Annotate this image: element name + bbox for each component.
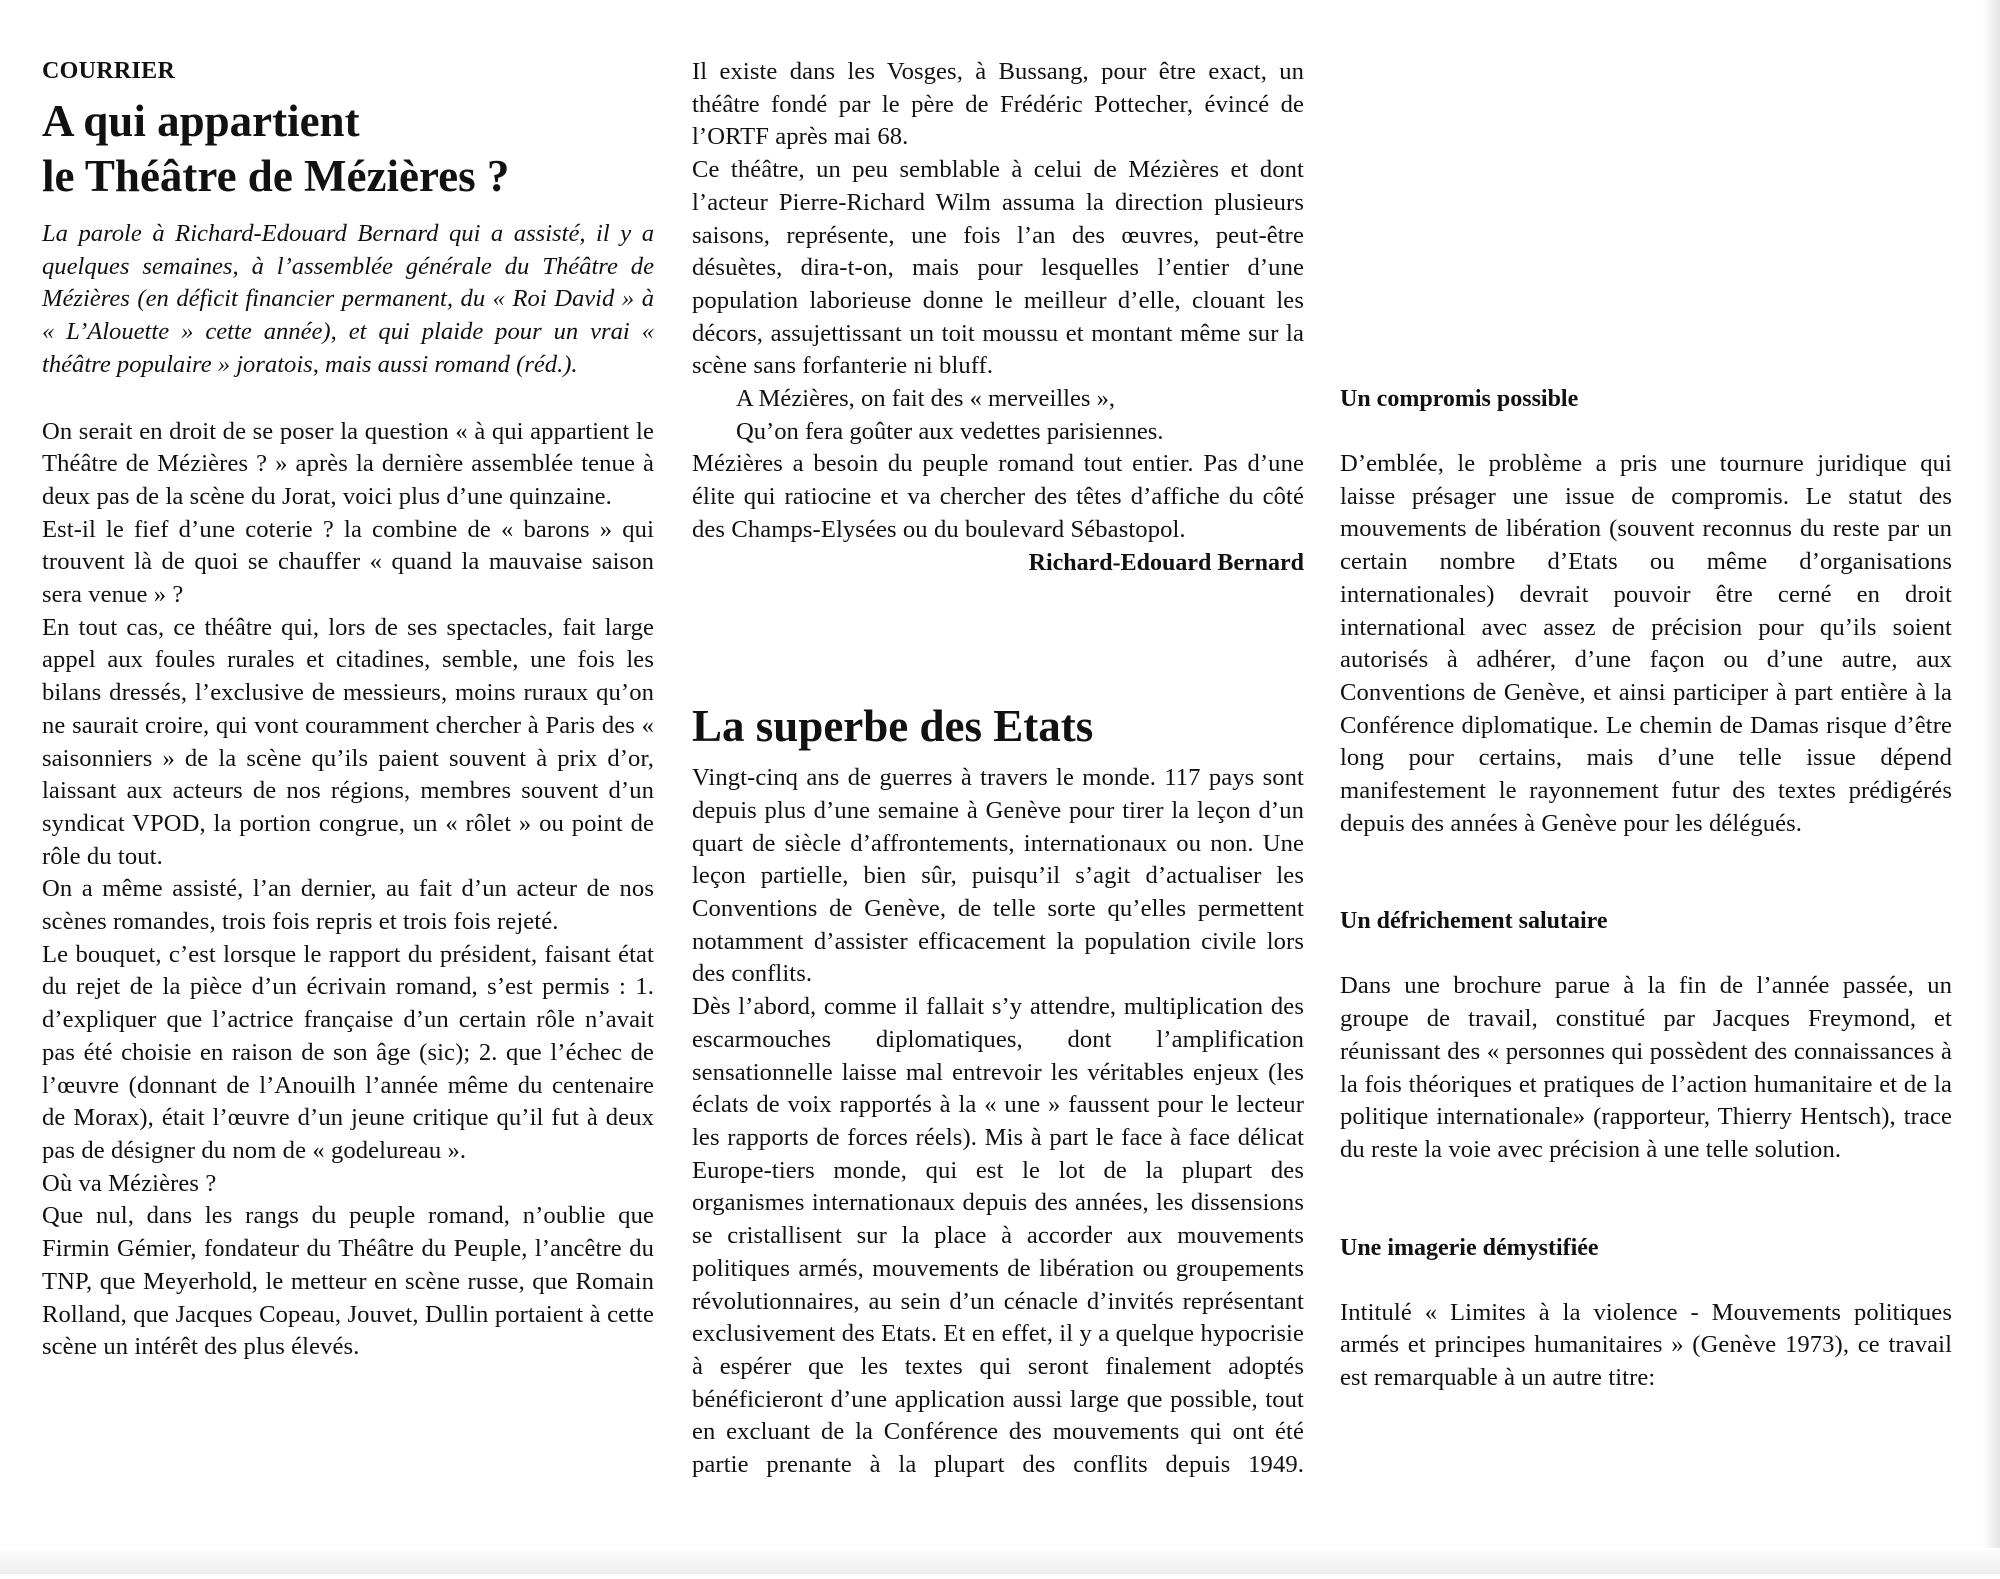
verse-line: A Mézières, on fait des « merveilles », (736, 385, 1116, 413)
section-rubric: COURRIER (42, 58, 176, 84)
section-defrichement-text: Dans une brochure parue à la fin de l’année passée, un groupe de travail, constitué par Jacques Freymond, et réunissant des « personnes qui possèdent des connaissances à la fois théoriques et pratiques de l’action humanitaire et de la politique internationale» (rapporteur, Thierry Hentsch), trace du reste la voie avec précision à une telle solution. (1340, 972, 1952, 1163)
subheading-defrichement: Un défrichement salutaire (1340, 908, 1608, 935)
article1-headline (42, 94, 654, 204)
article1-paragraph: Il existe dans les Vosges, à Bussang, pour être exact, un théâtre fondé par le père de Frédéric Pottecher, évincé de l’ORTF après mai 68. (692, 58, 1304, 151)
article1-paragraph: Est-il le fief d’une coterie ? la combine de « barons » qui trouvent là de quoi se chauffer « quand la mauvaise saison sera venue » ? (42, 515, 654, 609)
article1-paragraph: Où va Mézières ? (42, 1169, 217, 1197)
article1-paragraph: Le bouquet, c’est lorsque le rapport du président, faisant état du rejet de la pièce d’un écrivain romand, s’est permis : 1. d’expliquer que l’actrice française d’un certain rôle n’avait pas été choisie en raison de son âge (sic); 2. que l’échec de l’œuvre (donnant de l’Anouilh l’année même du centenaire de Morax), était l’œuvre d’un jeune critique qu’il fut à deux pas de désigner du nom de « godelureau ». (42, 940, 654, 1164)
article1-paragraph: On serait en droit de se poser la question « à qui appartient le Théâtre de Mézières ? » après la dernière assemblée tenue à deux pas de la scène du Jorat, voici plus d’une quinzaine. (42, 417, 654, 510)
article2-paragraph-continued (1340, 56, 1952, 318)
column-1 (42, 56, 654, 1364)
article1-lead: La parole à Richard-Edouard Bernard qui a assisté, il y a quelques semaines, à l’assemblée générale du Théâtre de Mézières (en déficit financier permanent, du « Roi David » à « L’Alouette » cette année), et qui plaide pour un vrai « théâtre populaire » joratois, mais aussi romand (réd.). (42, 220, 654, 378)
column-2 (692, 56, 1304, 1579)
subheading-compromis: Un compromis possible (1340, 386, 1579, 412)
article1-paragraph: Que nul, dans les rangs du peuple romand, n’oublie que Firmin Gémier, fondateur du Théâtre du Peuple, l’ancêtre du TNP, que Meyerhold, le metteur en scène russe, que Romain Rolland, que Jacques Copeau, Jouvet, Dullin portaient à cette scène un intérêt des plus élevés. (42, 1202, 654, 1361)
article1-paragraph: On a même assisté, l’an dernier, au fait d’un acteur de nos scènes romandes, trois fois repris et trois fois rejeté. (42, 875, 654, 936)
headline-line-1: A qui appartient (42, 96, 360, 146)
author-signature: Richard-Edouard Bernard (1028, 549, 1304, 576)
page-edge-shadow (1982, 0, 2000, 1574)
subheading-imagerie: Une imagerie démystifiée (1340, 1234, 1599, 1261)
article1-paragraph: En tout cas, ce théâtre qui, lors de ses spectacles, fait large appel aux foules rurales et citadines, semble, une fois les bilans dressés, l’exclusive de messieurs, moins ruraux qu’on ne saurait croire, qui vont couramment chercher à Paris des « saisonniers » de la scène qu’ils paient souvent à prix d’or, laissant aux acteurs de nos régions, membres souvent d’un syndicat VPOD, la portion congrue, un « rôlet » ou point de rôle du tout. (42, 613, 654, 870)
article1-closing: Mézières a besoin du peuple romand tout entier. Pas d’une élite qui ratiocine et va chercher des têtes d’affiche du côté des Champs-Elysées ou du boulevard Sébastopol. (692, 450, 1304, 543)
article2-paragraph: Vingt-cinq ans de guerres à travers le monde. 117 pays sont depuis plus d’une semaine à Genève pour tirer la leçon d’un quart de siècle d’affrontements, internationaux ou non. Une leçon partielle, bien sûr, puisqu’il s’agit d’actualiser les Conventions de Genève, de telle sorte qu’elles permettent notamment d’assister efficacement la population civile lors des conflits. (692, 764, 1304, 988)
verse-line: Qu’on fera goûter aux vedettes parisiennes. (736, 417, 1164, 445)
section-imagerie-text: Intitulé « Limites à la violence - Mouvements politiques armés et principes humanitaires » (Genève 1973), ce travail est remarquable à un autre titre: (1340, 1298, 1952, 1392)
headline-line-2: le Théâtre de Mézières ? (42, 151, 510, 201)
section-compromis-text: D’emblée, le problème a pris une tournure juridique qui laisse présager une issue de compromis. Le statut des mouvements de libération (souvent reconnus du reste par un certain nombre d’Etats ou même d’organisations internationales) devrait pouvoir être cerné en droit international avec assez de précision pour qu’ils soient autorisés à adhérer, d’une façon ou d’une autre, aux Conventions de Genève, et ainsi participer à part entière à la Conférence diplomatique. Le chemin de Damas risque d’être long pour certains, mais d’une telle issue dépend manifestement le rayonnement futur des textes prédigérés depuis des années à Genève pour les délégués. (1340, 450, 1952, 837)
column-3 (1340, 56, 1952, 1395)
article2-paragraph: Dès l’abord, comme il fallait s’y attendre, multiplication des escarmouches diplomatiques, dont l’amplification sensationnelle laisse mal entrevoir les véritables enjeux (les éclats de voix rapportés à la « une » faussent pour le lecteur les rapports de forces réels). Mis à part le face à face délicat Europe-tiers monde, qui est le lot de la plupart des organismes internationaux depuis des années, les dissensions se cristallisent sur la place à accorder aux mouvements politiques armés, mouvements de libération ou groupements révolutionnaires, au sein d’un cénacle d’invités représentant exclusivement des Etats. Et en effet, il y a quelque hypocrisie à espérer que les textes qui seront finalement adoptés bénéficieront d’une application aussi large que possible, tout en excluant de la Conférence des mouvements qui ont été partie prenante à la plupart des conflits depuis 1949. (692, 993, 1304, 1479)
article1-paragraph: Ce théâtre, un peu semblable à celui de Mézières et dont l’acteur Pierre-Richard Wilm assuma la direction plusieurs saisons, représente, une fois l’an des œuvres, peut-être désuètes, dira-t-on, mais pour lesquelles l’entier d’une population laborieuse donne le meilleur d’elle, clouant les décors, assujettissant un toit moussu et montant même sur la scène sans forfanterie ni bluff. (692, 156, 1304, 380)
article2-headline: La superbe des Etats (692, 701, 1094, 752)
page-bottom-shadow (0, 1548, 2000, 1574)
